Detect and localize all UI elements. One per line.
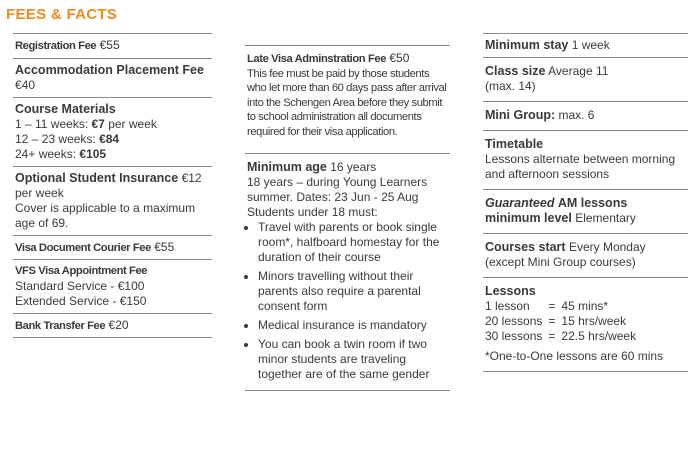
table-row xyxy=(485,329,642,344)
list-item: • You can book a twin room if two minor students are traveling together are of the same gender xyxy=(258,337,448,382)
student-insurance xyxy=(13,166,212,235)
lessons-count: 20 lessons xyxy=(485,314,543,328)
bank-fee-value: €20 xyxy=(108,317,129,332)
course-materials-label: Course Materials xyxy=(15,101,116,116)
bank-fee-label: Bank Transfer Fee xyxy=(15,319,106,332)
insurance-label: Optional Student Insurance xyxy=(15,170,179,185)
am-lessons-value: Elementary xyxy=(575,211,636,225)
registration-fee xyxy=(13,33,212,58)
visa-age-column xyxy=(245,45,450,391)
lessons-duration: 22.5 hrs/week xyxy=(561,329,637,343)
min-age-label: Minimum age xyxy=(247,160,327,174)
minimum-stay xyxy=(483,33,688,57)
bank-transfer-fee xyxy=(13,313,212,339)
lessons-duration: 45 mins* xyxy=(561,299,609,313)
fees-column xyxy=(13,33,212,338)
min-age-value: 16 years xyxy=(330,160,377,174)
courier-fee xyxy=(13,235,212,260)
late-visa-fee xyxy=(245,45,450,153)
course-materials-range: 24+ weeks: xyxy=(15,146,77,161)
courses-start-note: (except Mini Group courses) xyxy=(485,255,636,269)
courses-start-value: Every Monday xyxy=(568,240,646,254)
am-lessons-label-italic: Guaranteed xyxy=(485,196,555,210)
insurance-note: Cover is applicable to a maximum age of 69. xyxy=(15,200,196,230)
lessons-equals: = xyxy=(548,299,556,313)
lessons-count: 1 lesson xyxy=(485,299,530,313)
lessons-equals: = xyxy=(548,314,556,328)
list-item: • Minors travelling without their parents also require a parental consent form xyxy=(258,269,448,314)
lessons-label: Lessons xyxy=(485,284,536,298)
class-size-label: Class size xyxy=(485,64,546,78)
courses-start-label: Courses start xyxy=(485,240,566,254)
accommodation-fee-value: €40 xyxy=(15,77,36,92)
list-item: • Medical insurance is mandatory xyxy=(258,318,448,333)
course-materials-price: €105 xyxy=(79,146,107,161)
courses-start xyxy=(483,233,688,277)
course-materials-range: 12 – 23 weeks: xyxy=(15,131,96,146)
under18-heading: Students under 18 must: xyxy=(247,205,378,219)
course-materials-range: 1 – 11 weeks: xyxy=(15,116,89,131)
vfs-fee xyxy=(13,259,212,313)
vfs-fee-row: Standard Service - €100 xyxy=(15,278,145,293)
insurance-value: €12 per week xyxy=(15,170,202,200)
facts-column xyxy=(483,33,688,372)
table-row xyxy=(485,299,642,314)
timetable-text: Lessons alternate between morning and afternoon sessions xyxy=(485,152,676,181)
mini-group xyxy=(483,101,688,130)
am-lessons xyxy=(483,189,688,233)
course-materials-row xyxy=(15,147,210,162)
table-row xyxy=(485,314,642,329)
lessons-count: 30 lessons xyxy=(485,329,543,343)
mini-group-label: Mini Group: xyxy=(485,108,556,122)
course-materials-suffix: per week xyxy=(108,116,157,131)
registration-fee-label: Registration Fee xyxy=(15,40,97,52)
accommodation-fee-label: Accommodation Placement Fee xyxy=(15,62,204,77)
list-item: • Travel with parents or book single room*, halfboard homestay for the duration of their course xyxy=(258,220,448,265)
course-materials xyxy=(13,97,212,166)
class-size-value: Average 11 xyxy=(548,64,609,78)
vfs-fee-row: Extended Service - €150 xyxy=(15,293,147,308)
lessons-table xyxy=(485,299,642,344)
min-stay-label: Minimum stay xyxy=(485,38,569,52)
courier-fee-value: €55 xyxy=(154,239,175,254)
am-lessons-label: AM lessons minimum level xyxy=(485,196,628,225)
timetable-label: Timetable xyxy=(485,137,544,151)
minimum-age xyxy=(245,153,450,391)
class-size-note: (max. 14) xyxy=(485,79,536,93)
course-materials-row xyxy=(15,132,210,147)
min-age-dates: Dates: 23 Jun - 25 Aug xyxy=(296,190,419,204)
lessons xyxy=(483,277,688,372)
late-visa-text: This fee must be paid by those students who let more than 60 days pass after arrival into the Schengen Area before they submit to school administration all documents required for their visa application. xyxy=(247,67,447,138)
under18-list xyxy=(247,220,448,382)
course-materials-row xyxy=(15,117,210,132)
accommodation-fee xyxy=(13,58,212,97)
course-materials-price: €7 xyxy=(91,116,105,131)
vfs-fee-label: VFS Visa Appointment Fee xyxy=(15,265,148,277)
timetable xyxy=(483,130,688,189)
course-materials-price: €84 xyxy=(99,131,120,146)
class-size xyxy=(483,57,688,101)
mini-group-value: max. 6 xyxy=(558,108,595,122)
lessons-duration: 15 hrs/week xyxy=(561,314,627,328)
lessons-equals: = xyxy=(548,329,556,343)
courier-fee-label: Visa Document Courier Fee xyxy=(15,241,151,254)
late-visa-value: €50 xyxy=(389,51,410,65)
page-title: FEES & FACTS xyxy=(6,6,118,23)
registration-fee-value: €55 xyxy=(99,38,120,52)
min-age-summer: 18 years – during Young Learners summer. xyxy=(247,175,428,204)
late-visa-label: Late Visa Adminstration Fee xyxy=(247,53,387,65)
lessons-footnote: *One-to-One lessons are 60 mins xyxy=(485,349,664,363)
min-stay-value: 1 week xyxy=(571,38,610,52)
